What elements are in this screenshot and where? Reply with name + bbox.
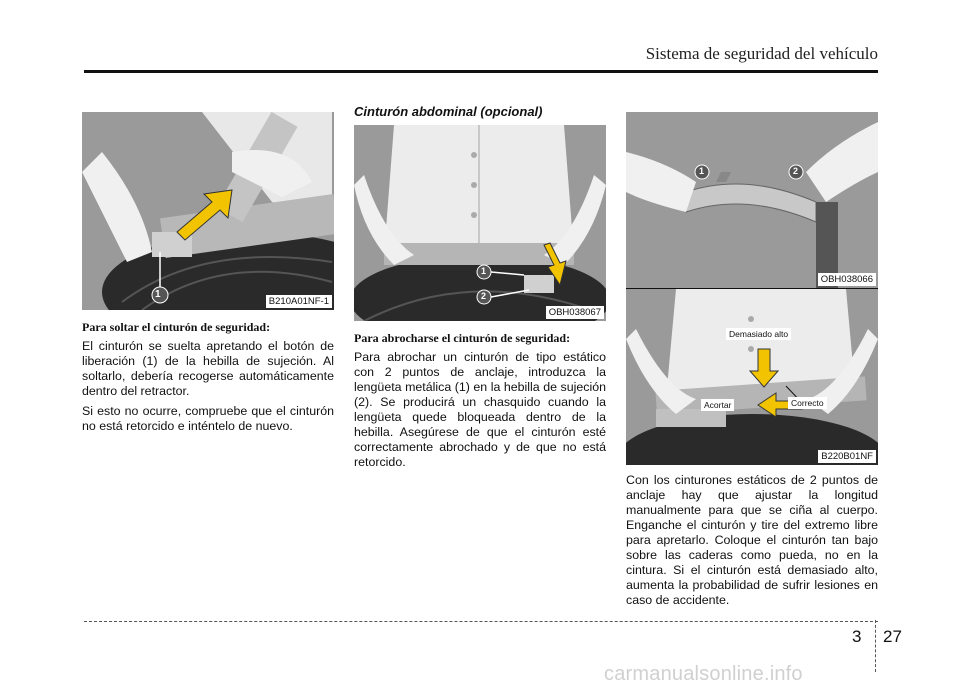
- section-title: Cinturón abdominal (opcional): [354, 104, 543, 119]
- label-correct: Correcto: [788, 397, 827, 409]
- footer-divider: [875, 620, 876, 672]
- spacer: [626, 465, 878, 473]
- paragraph: Para abrochar un cinturón de tipo estático con 2 puntos de anclaje, introduzca la lengüeta metálica (1) en la hebilla de sujeción (2). Se producirá un chasquido cuando la lengüeta quede bloqueada dentro de la hebilla. Asegúrese de que el cinturón esté correctamente abrochado y de que no está retorcido.: [354, 350, 606, 469]
- callout-1: 1: [155, 289, 161, 300]
- watermark: carmanualsonline.info: [604, 663, 803, 685]
- fasten-lap-belt-illustration: [354, 125, 606, 321]
- belt-position-illustration: [626, 289, 878, 465]
- caption: Para abrocharse el cinturón de seguridad:: [354, 331, 571, 345]
- paragraph: El cinturón se suelta apretando el botón de liberación (1) de la hebilla de sujeción. Al soltarlo, debería recogerse automáticamente dentro del retractor.: [82, 339, 334, 398]
- callout-2: 2: [793, 166, 799, 176]
- figure-code: OBH038066: [818, 273, 876, 286]
- label-too-high: Demasiado alto: [726, 328, 791, 340]
- figure-fasten-lap-belt: [354, 125, 606, 321]
- callout-1: 1: [481, 266, 487, 276]
- column-2: [354, 104, 606, 475]
- figure-release-buckle: [82, 112, 334, 310]
- label-shorten: Acortar: [701, 399, 734, 411]
- paragraph: Con los cinturones estáticos de 2 puntos de anclaje hay que ajustar la longitud manualmente para que se ciña al cuerpo. Enganche el cinturón y tire del extremo libre para apretarlo. Coloque el cinturón tan bajo sobre las caderas como pueda, no en la cintura. Si el cinturón está demasiado alto, aumenta la probabilidad de sufrir lesiones en caso de accidente.: [626, 473, 878, 607]
- adjust-length-illustration: [626, 112, 878, 288]
- figure-adjust-length: [626, 112, 878, 288]
- header-title: Sistema de seguridad del vehículo: [645, 44, 878, 63]
- column-3: [626, 112, 878, 613]
- column-1: [82, 112, 334, 439]
- figure-belt-position: [626, 289, 878, 465]
- callout-2: 2: [481, 291, 487, 301]
- caption: Para soltar el cinturón de seguridad:: [82, 320, 271, 334]
- page-number: 27: [883, 627, 902, 646]
- figure-code: B220B01NF: [818, 450, 876, 463]
- footer-rule: [84, 621, 878, 622]
- paragraph: Si esto no ocurre, compruebe que el cinturón no está retorcido e inténtelo de nuevo.: [82, 404, 334, 433]
- figure-code: OBH038067: [546, 306, 604, 319]
- header-rule: [84, 70, 878, 73]
- figure-code: B210A01NF-1: [266, 295, 332, 308]
- release-buckle-illustration: [82, 112, 334, 310]
- section-number: 3: [852, 627, 862, 646]
- callout-1: 1: [699, 166, 705, 176]
